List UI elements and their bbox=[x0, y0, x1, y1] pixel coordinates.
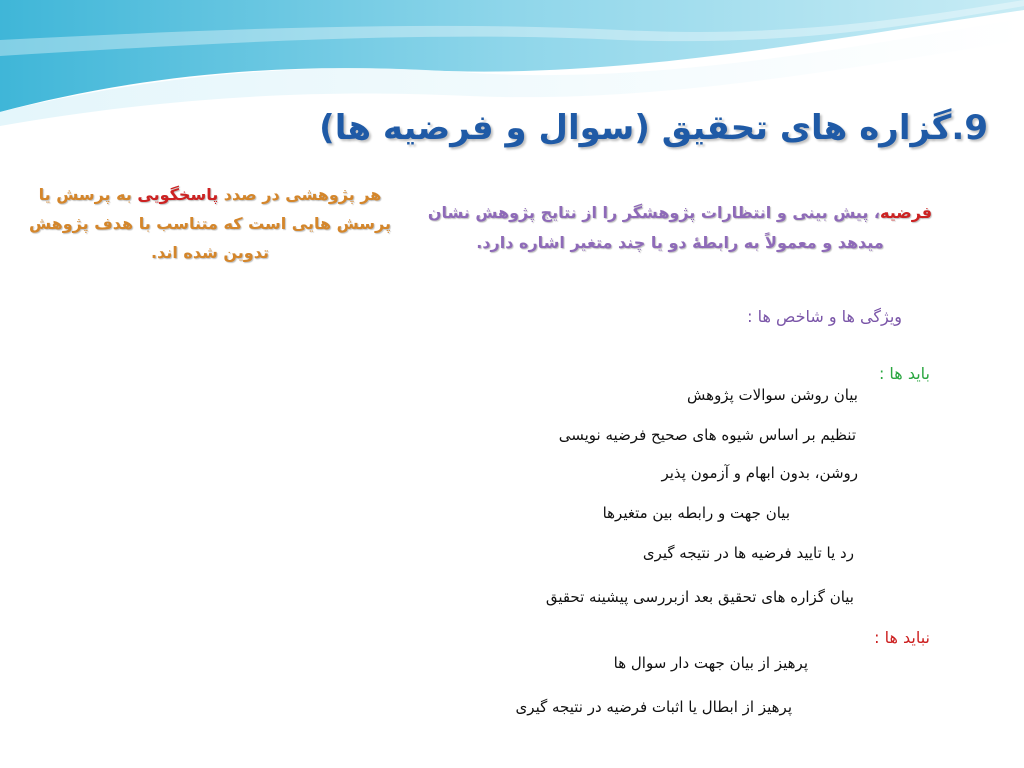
hypothesis-highlight: فرضیه bbox=[880, 203, 933, 222]
list-item: پرهیز از بیان جهت دار سوال ها bbox=[613, 654, 808, 672]
question-highlight: پاسخگویی bbox=[137, 185, 219, 204]
slide-title: 9.گزاره های تحقیق (سوال و فرضیه ها) bbox=[319, 108, 988, 148]
mustnot-label: نباید ها : bbox=[874, 628, 930, 647]
features-label: ویژگی ها و شاخص ها : bbox=[747, 307, 902, 326]
question-text-end: به پرسش یا پرسش هایی است که متناسب با هدف پژوهش تدوین شده اند. bbox=[29, 185, 391, 262]
list-item: رد یا تایید فرضیه ها در نتیجه گیری bbox=[642, 544, 854, 562]
list-item: بیان روشن سوالات پژوهش bbox=[687, 386, 858, 404]
list-item: پرهیز از ابطال یا اثبات فرضیه در نتیجه گیری bbox=[515, 698, 792, 716]
must-label: باید ها : bbox=[878, 364, 930, 383]
list-item: تنظیم بر اساس شیوه های صحیح فرضیه نویسی bbox=[558, 426, 856, 444]
list-item: روشن، بدون ابهام و آزمون پذیر bbox=[661, 464, 858, 482]
hypothesis-text: ، پیش بینی و انتظارات پژوهشگر را از نتایج پژوهش نشان میدهد و معمولاً به رابطهٔ دو یا چند متغیر اشاره دارد. bbox=[427, 203, 884, 252]
list-item: بیان گزاره های تحقیق بعد ازبررسی پیشینه تحقیق bbox=[545, 588, 854, 606]
list-item: بیان جهت و رابطه بین متغیرها bbox=[602, 504, 790, 522]
question-text-start: هر پژوهشی در صدد bbox=[218, 185, 382, 204]
